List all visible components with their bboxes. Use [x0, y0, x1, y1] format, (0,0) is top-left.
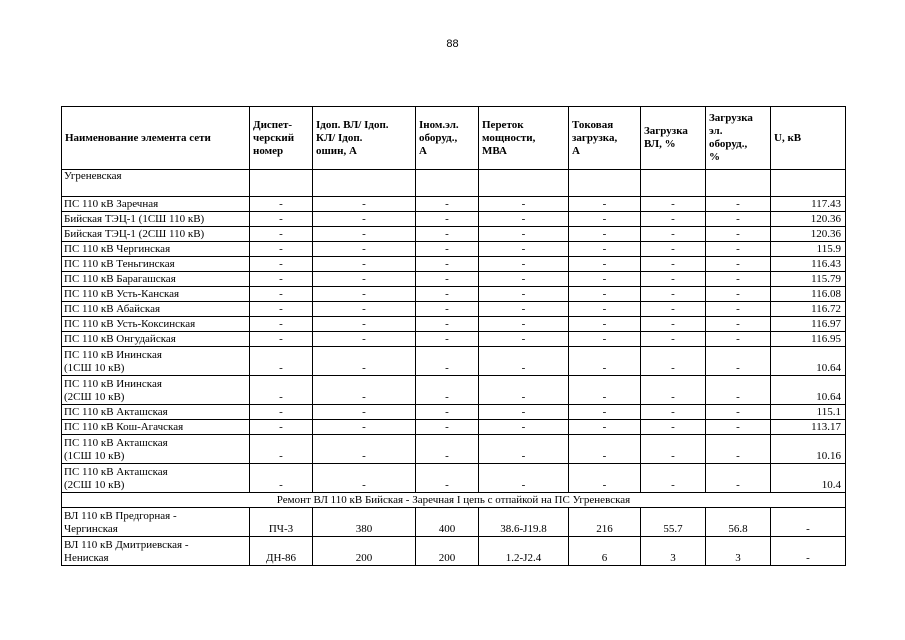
column-header	[771, 107, 846, 170]
element-name-line: ВЛ 110 кВ Предгорная -	[64, 510, 177, 522]
dash-cell: -	[479, 464, 569, 493]
voltage-cell: 10.16	[771, 435, 846, 464]
column-header-line: эл.	[709, 125, 723, 137]
dash-cell: -	[250, 405, 313, 420]
element-name	[62, 376, 250, 405]
element-name: ПС 110 кВ Теньгинская	[62, 257, 250, 272]
dash-cell: -	[706, 257, 771, 272]
dash-cell: -	[250, 197, 313, 212]
table-row	[62, 435, 846, 464]
column-header-line: Диспет-	[253, 118, 293, 131]
dash-cell: -	[569, 332, 641, 347]
dash-cell: -	[479, 272, 569, 287]
dash-cell: -	[641, 420, 706, 435]
dash-cell: -	[250, 376, 313, 405]
column-header-line: Переток	[482, 118, 524, 131]
column-header-line: мощности,	[482, 131, 536, 144]
element-name: Бийская ТЭЦ-1 (1СШ 110 кВ)	[62, 212, 250, 227]
column-header	[313, 107, 416, 170]
dash-cell: -	[250, 332, 313, 347]
column-header	[641, 107, 706, 170]
dash-cell: -	[641, 405, 706, 420]
value-cell: 3	[706, 537, 771, 566]
dash-cell: -	[250, 212, 313, 227]
dash-cell: -	[313, 405, 416, 420]
element-name: ПС 110 кВ Барагашская	[62, 272, 250, 287]
voltage-cell: 117.43	[771, 197, 846, 212]
dash-cell: -	[641, 435, 706, 464]
voltage-cell: 116.72	[771, 302, 846, 317]
dash-cell: -	[641, 376, 706, 405]
column-header-line: Загрузка	[709, 112, 753, 124]
column-header-line: А	[419, 144, 427, 157]
dash-cell: -	[479, 257, 569, 272]
table-row	[62, 272, 846, 287]
dash-cell: -	[250, 302, 313, 317]
dash-cell: -	[569, 242, 641, 257]
dash-cell: -	[313, 420, 416, 435]
dash-cell: -	[416, 332, 479, 347]
dash-cell: -	[250, 435, 313, 464]
dash-cell: -	[416, 272, 479, 287]
column-header-line: А	[572, 144, 580, 157]
dash-cell: -	[479, 347, 569, 376]
column-header	[706, 107, 771, 170]
voltage-cell: 115.79	[771, 272, 846, 287]
value-cell: 56.8	[706, 508, 771, 537]
dash-cell: -	[641, 332, 706, 347]
column-header-line: Наименование элемента сети	[65, 131, 211, 144]
dash-cell: -	[479, 227, 569, 242]
empty-cell	[706, 170, 771, 197]
dash-cell: -	[416, 405, 479, 420]
dash-cell: -	[416, 302, 479, 317]
dash-cell: -	[313, 287, 416, 302]
element-name-line: (2СШ 10 кВ)	[64, 479, 125, 491]
dash-cell: -	[313, 376, 416, 405]
element-name: Бийская ТЭЦ-1 (2СШ 110 кВ)	[62, 227, 250, 242]
column-header-line: загрузка,	[572, 131, 618, 144]
value-cell: 380	[313, 508, 416, 537]
element-name-line: Чергинская	[64, 523, 118, 535]
element-name	[62, 508, 250, 537]
element-name-line: ВЛ 110 кВ Дмитриевская -	[64, 539, 189, 551]
element-name-line: (1СШ 10 кВ)	[64, 450, 125, 462]
value-cell: 3	[641, 537, 706, 566]
dash-cell: -	[569, 227, 641, 242]
column-header-line: U, кВ	[774, 131, 802, 144]
dash-cell: -	[706, 464, 771, 493]
element-name: ПС 110 кВ Кош-Агачская	[62, 420, 250, 435]
voltage-cell: 115.9	[771, 242, 846, 257]
value-cell: 200	[416, 537, 479, 566]
column-header-line: Токовая	[572, 118, 614, 131]
dash-cell: -	[641, 464, 706, 493]
dash-cell: -	[706, 287, 771, 302]
dash-cell: -	[479, 420, 569, 435]
dash-cell: -	[313, 302, 416, 317]
dash-cell: -	[250, 420, 313, 435]
dash-cell: -	[416, 197, 479, 212]
dash-cell: -	[569, 257, 641, 272]
empty-cell	[771, 170, 846, 197]
column-header-line: Iном.эл.	[419, 118, 459, 131]
column-header	[416, 107, 479, 170]
dash-cell: -	[313, 242, 416, 257]
dash-cell: -	[479, 197, 569, 212]
network-elements-table	[61, 106, 846, 566]
column-header	[62, 107, 250, 170]
dash-cell: -	[706, 212, 771, 227]
empty-cell	[313, 170, 416, 197]
column-header-line: ВЛ, %	[644, 138, 676, 150]
voltage-cell: 120.36	[771, 212, 846, 227]
dash-cell: -	[416, 227, 479, 242]
element-name-line: ПС 110 кВ Акташская	[64, 466, 168, 478]
dash-cell: -	[569, 347, 641, 376]
voltage-cell: 120.36	[771, 227, 846, 242]
voltage-cell: 116.95	[771, 332, 846, 347]
table-row	[62, 493, 846, 508]
dash-cell: -	[569, 435, 641, 464]
dash-cell: -	[313, 197, 416, 212]
empty-cell	[250, 170, 313, 197]
table-row	[62, 317, 846, 332]
voltage-cell: 10.64	[771, 376, 846, 405]
element-name	[62, 537, 250, 566]
column-header-line: оборуд.,	[709, 138, 748, 150]
dash-cell: -	[313, 212, 416, 227]
dash-cell: -	[313, 257, 416, 272]
dash-cell: -	[416, 435, 479, 464]
dash-cell: -	[569, 405, 641, 420]
section-label: Угреневская	[62, 170, 250, 197]
dash-cell: -	[641, 347, 706, 376]
column-header-line: %	[709, 151, 720, 163]
dash-cell: -	[250, 287, 313, 302]
element-name	[62, 464, 250, 493]
dash-cell: -	[313, 272, 416, 287]
dash-cell: -	[569, 420, 641, 435]
repair-title: Ремонт ВЛ 110 кВ Бийская - Заречная I цепь с отпайкой на ПС Угреневская	[62, 493, 846, 508]
value-cell: 6	[569, 537, 641, 566]
dash-cell: -	[706, 405, 771, 420]
dash-cell: -	[641, 272, 706, 287]
dash-cell: -	[569, 212, 641, 227]
dash-cell: -	[569, 287, 641, 302]
table-row	[62, 508, 846, 537]
dash-cell: -	[250, 464, 313, 493]
dash-cell: -	[479, 287, 569, 302]
dash-cell: -	[416, 287, 479, 302]
empty-cell	[479, 170, 569, 197]
dash-cell: -	[569, 464, 641, 493]
element-name-line: ПС 110 кВ Ининская	[64, 378, 162, 390]
dash-cell: -	[416, 257, 479, 272]
dash-cell: -	[569, 317, 641, 332]
dash-cell: -	[641, 302, 706, 317]
table-row	[62, 464, 846, 493]
dash-cell: -	[706, 435, 771, 464]
dash-cell: -	[313, 464, 416, 493]
element-name-line: ПС 110 кВ Акташская	[64, 437, 168, 449]
dash-cell: -	[313, 317, 416, 332]
dash-cell: -	[313, 332, 416, 347]
value-cell: 400	[416, 508, 479, 537]
dash-cell: -	[479, 317, 569, 332]
dash-cell: -	[706, 332, 771, 347]
table-row	[62, 405, 846, 420]
column-header-line: ошин, А	[316, 144, 357, 157]
column-header-line: номер	[253, 144, 284, 157]
dash-cell: -	[416, 464, 479, 493]
value-cell: 200	[313, 537, 416, 566]
dash-cell: -	[641, 257, 706, 272]
voltage-cell: 113.17	[771, 420, 846, 435]
column-header-line: оборуд.,	[419, 131, 458, 144]
empty-cell	[416, 170, 479, 197]
dash-cell: -	[416, 376, 479, 405]
value-cell: 216	[569, 508, 641, 537]
dash-cell: -	[706, 302, 771, 317]
column-header	[569, 107, 641, 170]
dash-cell: -	[250, 317, 313, 332]
table-row	[62, 332, 846, 347]
element-name-line: Нениская	[64, 552, 109, 564]
voltage-cell: 115.1	[771, 405, 846, 420]
table-row	[62, 376, 846, 405]
dash-cell: -	[706, 227, 771, 242]
dash-cell: -	[706, 376, 771, 405]
dash-cell: -	[250, 347, 313, 376]
dash-cell: -	[250, 242, 313, 257]
table-row	[62, 170, 846, 197]
dash-cell: -	[569, 376, 641, 405]
dash-cell: -	[706, 197, 771, 212]
element-name-line: ПС 110 кВ Ининская	[64, 349, 162, 361]
dash-cell: -	[416, 212, 479, 227]
element-name: ПС 110 кВ Усть-Канская	[62, 287, 250, 302]
value-cell: -	[771, 537, 846, 566]
dash-cell: -	[641, 227, 706, 242]
column-header	[250, 107, 313, 170]
dash-cell: -	[706, 317, 771, 332]
dash-cell: -	[569, 197, 641, 212]
element-name: ПС 110 кВ Абайская	[62, 302, 250, 317]
table-row	[62, 347, 846, 376]
table-row	[62, 242, 846, 257]
element-name: ПС 110 кВ Чергинская	[62, 242, 250, 257]
dash-cell: -	[641, 242, 706, 257]
element-name: ПС 110 кВ Акташская	[62, 405, 250, 420]
dash-cell: -	[479, 435, 569, 464]
column-header-line: КЛ/ Iдоп.	[316, 131, 363, 144]
element-name	[62, 347, 250, 376]
dash-cell: -	[641, 197, 706, 212]
table-row	[62, 287, 846, 302]
voltage-cell: 116.43	[771, 257, 846, 272]
dash-cell: -	[313, 347, 416, 376]
dash-cell: -	[569, 272, 641, 287]
element-name-line: (2СШ 10 кВ)	[64, 391, 125, 403]
column-header-line: Загрузка	[644, 125, 688, 137]
column-header-line: МВА	[482, 144, 507, 157]
dash-cell: -	[479, 302, 569, 317]
dash-cell: -	[416, 420, 479, 435]
value-cell: -	[771, 508, 846, 537]
table-row	[62, 227, 846, 242]
table-row	[62, 257, 846, 272]
dash-cell: -	[313, 227, 416, 242]
empty-cell	[569, 170, 641, 197]
empty-cell	[641, 170, 706, 197]
element-name: ПС 110 кВ Заречная	[62, 197, 250, 212]
dash-cell: -	[313, 435, 416, 464]
dash-cell: -	[706, 420, 771, 435]
voltage-cell: 116.97	[771, 317, 846, 332]
dash-cell: -	[706, 272, 771, 287]
dash-cell: -	[706, 347, 771, 376]
dash-cell: -	[706, 242, 771, 257]
voltage-cell: 10.4	[771, 464, 846, 493]
dash-cell: -	[479, 332, 569, 347]
dash-cell: -	[416, 347, 479, 376]
element-name	[62, 435, 250, 464]
element-name: ПС 110 кВ Онгудайская	[62, 332, 250, 347]
dash-cell: -	[416, 317, 479, 332]
dash-cell: -	[250, 257, 313, 272]
dash-cell: -	[641, 317, 706, 332]
column-header-line: Iдоп. ВЛ/ Iдоп.	[316, 118, 389, 131]
dash-cell: -	[479, 405, 569, 420]
dash-cell: -	[479, 376, 569, 405]
value-cell: 38.6-J19.8	[479, 508, 569, 537]
voltage-cell: 116.08	[771, 287, 846, 302]
page-number: 88	[446, 38, 459, 50]
element-name: ПС 110 кВ Усть-Коксинская	[62, 317, 250, 332]
dash-cell: -	[416, 242, 479, 257]
table-row	[62, 537, 846, 566]
dash-cell: -	[250, 272, 313, 287]
table-header-row	[62, 107, 846, 170]
column-header-line: черский	[253, 131, 295, 144]
element-name-line: (1СШ 10 кВ)	[64, 362, 125, 374]
value-cell: ДН-86	[250, 537, 313, 566]
column-header	[479, 107, 569, 170]
value-cell: ПЧ-3	[250, 508, 313, 537]
table-row	[62, 212, 846, 227]
dash-cell: -	[479, 242, 569, 257]
voltage-cell: 10.64	[771, 347, 846, 376]
table-row	[62, 420, 846, 435]
value-cell: 1.2-J2.4	[479, 537, 569, 566]
dash-cell: -	[569, 302, 641, 317]
dash-cell: -	[479, 212, 569, 227]
dash-cell: -	[641, 212, 706, 227]
table-row	[62, 302, 846, 317]
value-cell: 55.7	[641, 508, 706, 537]
table-row	[62, 197, 846, 212]
dash-cell: -	[641, 287, 706, 302]
dash-cell: -	[250, 227, 313, 242]
